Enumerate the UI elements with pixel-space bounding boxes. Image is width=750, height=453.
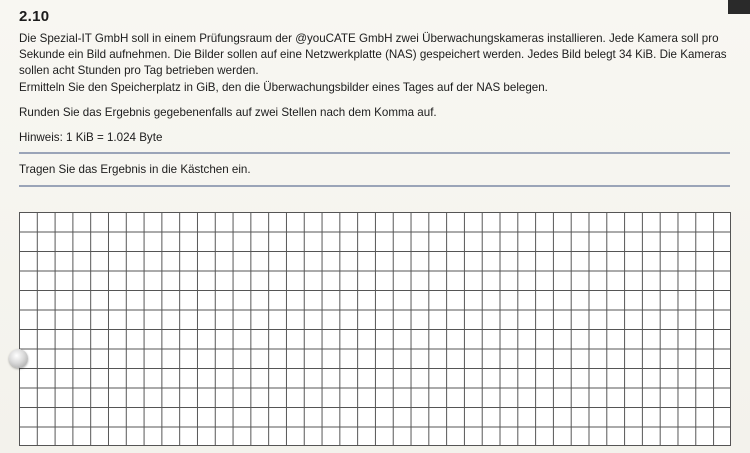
page-corner-tab <box>728 0 750 14</box>
task-text: Die Spezial-IT GmbH soll in einem Prüfungsraum der @youCATE GmbH zwei Überwachungskameras installieren. Jede Kamera soll pro Sekunde ein Bild aufnehmen. Die Bilder sollen auf eine Netzwerkplatte (NAS) gespeichert werden. Jedes Bild belegt 34 KiB. Die Kameras sollen acht Stunden pro Tag betrieben werden. <box>19 32 727 77</box>
answer-instruction: Tragen Sie das Ergebnis in die Kästchen ein. <box>19 163 251 176</box>
section-divider <box>19 152 730 154</box>
answer-grid[interactable] <box>19 212 731 446</box>
rounding-instruction: Runden Sie das Ergebnis gegebenenfalls auf zwei Stellen nach dem Komma auf. <box>19 106 437 119</box>
section-divider-lower <box>19 185 730 187</box>
question-text: Ermitteln Sie den Speicherplatz in GiB, den die Überwachungsbilder eines Tages auf der NAS belegen. <box>19 81 548 94</box>
hint-text: Hinweis: 1 KiB = 1.024 Byte <box>19 131 163 144</box>
exercise-number: 2.10 <box>19 8 50 25</box>
binder-ring-icon <box>9 349 28 368</box>
